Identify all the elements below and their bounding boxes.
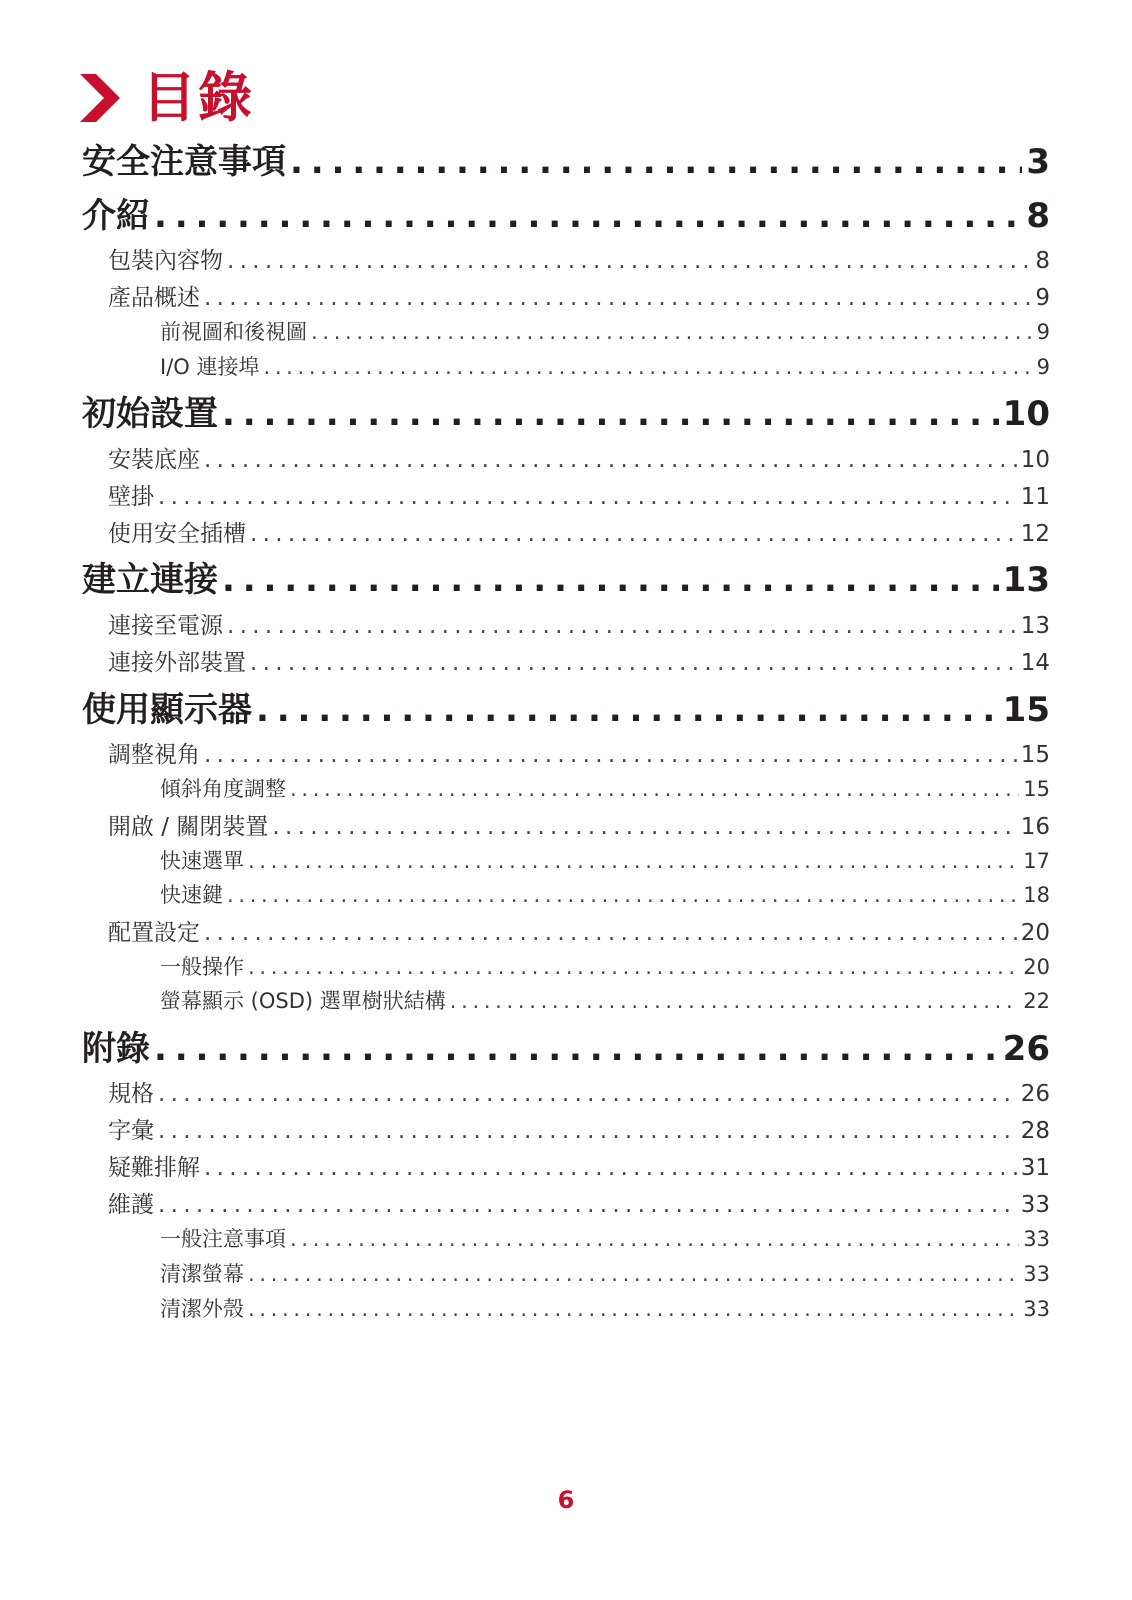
toc-entry-level2[interactable] <box>108 1149 1050 1181</box>
dot-leader <box>227 613 1017 639</box>
toc-entry-label: 建立連接 <box>82 560 218 600</box>
toc-entry-label: 調整視角 <box>108 742 200 768</box>
toc-entry-label: 配置設定 <box>108 920 200 946</box>
toc-entry-level1[interactable] <box>82 386 1050 432</box>
dot-leader <box>204 447 1017 473</box>
toc-header <box>80 66 254 130</box>
toc-entry-page: 20 <box>1023 955 1050 979</box>
dot-leader <box>204 285 1031 311</box>
toc-entry-label: 維護 <box>108 1192 154 1218</box>
dot-leader <box>158 1081 1017 1107</box>
toc-entry-page: 31 <box>1020 1155 1050 1181</box>
toc-entry-page: 28 <box>1020 1118 1050 1144</box>
toc-entry-label: 使用顯示器 <box>82 690 252 730</box>
toc-entry-label: 使用安全插槽 <box>108 521 246 547</box>
dot-leader <box>227 248 1031 274</box>
toc-entry-label: I/O 連接埠 <box>160 355 260 379</box>
toc-entry-label: 前視圖和後視圖 <box>160 320 307 344</box>
dot-leader <box>204 742 1017 768</box>
toc-entry-page: 18 <box>1023 883 1050 907</box>
toc-entry-page: 15 <box>1023 777 1050 801</box>
toc-entry-level2[interactable] <box>108 607 1050 639</box>
toc-entry-page: 20 <box>1020 920 1050 946</box>
toc-entry-level3[interactable] <box>160 1223 1050 1253</box>
toc-entry-label: 字彙 <box>108 1118 154 1144</box>
toc-entry-page: 16 <box>1020 814 1050 840</box>
toc-entry-level2[interactable] <box>108 1112 1050 1144</box>
dot-leader <box>256 690 999 730</box>
dot-leader <box>204 1155 1017 1181</box>
toc-entry-label: 包裝內容物 <box>108 248 223 274</box>
page-title: 目錄 <box>142 66 254 129</box>
toc-entry-page: 17 <box>1023 849 1050 873</box>
toc-entry-label: 一般注意事項 <box>160 1227 286 1251</box>
dot-leader <box>250 521 1017 547</box>
toc-entry-page: 33 <box>1023 1297 1050 1321</box>
toc-entry-label: 疑難排解 <box>108 1155 200 1181</box>
toc-entry-page: 3 <box>1026 142 1050 182</box>
toc-entry-label: 清潔螢幕 <box>160 1262 244 1286</box>
toc-entry-label: 連接至電源 <box>108 613 223 639</box>
toc-entry-level2[interactable] <box>108 478 1050 510</box>
dot-leader <box>290 1227 1019 1251</box>
toc-entry-page: 10 <box>1002 394 1050 434</box>
dot-leader <box>227 883 1019 907</box>
toc-entry-level3[interactable] <box>160 1258 1050 1288</box>
toc-entry-level2[interactable] <box>108 644 1050 676</box>
toc-entry-level3[interactable] <box>160 951 1050 981</box>
dot-leader <box>222 560 999 600</box>
toc-entry-page: 11 <box>1020 484 1050 510</box>
toc-entry-level3[interactable] <box>160 351 1050 381</box>
toc-entry-level2[interactable] <box>108 1075 1050 1107</box>
toc-entry-level1[interactable] <box>82 682 1050 728</box>
toc-entry-level2[interactable] <box>108 441 1050 473</box>
dot-leader <box>158 484 1017 510</box>
toc-entry-page: 33 <box>1023 1262 1050 1286</box>
toc-entry-label: 壁掛 <box>108 484 154 510</box>
toc-entry-page: 22 <box>1023 989 1050 1013</box>
toc-entry-label: 一般操作 <box>160 955 244 979</box>
toc-entry-page: 26 <box>1020 1081 1050 1107</box>
toc-entry-label: 初始設置 <box>82 394 218 434</box>
toc-entry-page: 12 <box>1020 521 1050 547</box>
toc-entry-label: 產品概述 <box>108 285 200 311</box>
page-number: 6 <box>557 1486 575 1514</box>
dot-leader <box>263 355 1032 379</box>
dot-leader <box>222 394 999 434</box>
toc-entry-label: 快速選單 <box>160 849 244 873</box>
toc-entry-level3[interactable] <box>160 773 1050 803</box>
toc-entry-page: 8 <box>1026 196 1050 236</box>
dot-leader <box>311 320 1033 344</box>
toc-entry-level3[interactable] <box>160 845 1050 875</box>
dot-leader <box>248 1262 1019 1286</box>
toc-entry-page: 8 <box>1035 248 1050 274</box>
toc-entry-page: 15 <box>1020 742 1050 768</box>
toc-entry-label: 介紹 <box>82 196 150 236</box>
dot-leader <box>250 650 1017 676</box>
dot-leader <box>248 955 1019 979</box>
dot-leader <box>158 1118 1017 1144</box>
toc-entry-label: 安全注意事項 <box>82 142 286 182</box>
toc-entry-level3[interactable] <box>160 1293 1050 1323</box>
toc-entry-level2[interactable] <box>108 914 1050 946</box>
dot-leader <box>248 849 1019 873</box>
dot-leader <box>272 814 1016 840</box>
toc-entry-page: 9 <box>1036 320 1050 344</box>
chevron-right-icon <box>80 74 120 122</box>
toc-entry-level3[interactable] <box>160 985 1050 1015</box>
toc-entry-level1[interactable] <box>82 552 1050 598</box>
toc-entry-level1[interactable] <box>82 1021 1050 1067</box>
dot-leader <box>154 1029 999 1069</box>
dot-leader <box>158 1192 1017 1218</box>
toc-entry-level2[interactable] <box>108 279 1050 311</box>
toc-entry-level2[interactable] <box>108 242 1050 274</box>
toc-entry-label: 附錄 <box>82 1029 150 1069</box>
toc-entry-label: 快速鍵 <box>160 883 223 907</box>
toc-entry-level3[interactable] <box>160 879 1050 909</box>
toc-entry-level2[interactable] <box>108 736 1050 768</box>
dot-leader <box>290 142 1022 182</box>
dot-leader <box>248 1297 1019 1321</box>
toc-entry-level1[interactable] <box>82 134 1050 180</box>
toc-entry-page: 13 <box>1020 613 1050 639</box>
toc-entry-label: 開啟 / 關閉裝置 <box>108 814 269 840</box>
toc-entry-level2[interactable] <box>108 808 1050 840</box>
toc-entry-page: 33 <box>1023 1227 1050 1251</box>
toc-entry-level2[interactable] <box>108 1186 1050 1218</box>
toc-entry-page: 10 <box>1020 447 1050 473</box>
toc-entry-page: 9 <box>1035 285 1050 311</box>
dot-leader <box>450 989 1020 1013</box>
dot-leader <box>290 777 1019 801</box>
toc-entry-level3[interactable] <box>160 316 1050 346</box>
toc-entry-label: 安裝底座 <box>108 447 200 473</box>
toc-entry-label: 傾斜角度調整 <box>160 777 286 801</box>
toc-entry-label: 清潔外殼 <box>160 1297 244 1321</box>
toc-entry-level2[interactable] <box>108 515 1050 547</box>
toc-entry-page: 26 <box>1002 1029 1050 1069</box>
toc-entry-page: 13 <box>1002 560 1050 600</box>
dot-leader <box>154 196 1022 236</box>
toc-entry-page: 9 <box>1036 355 1050 379</box>
toc-entry-page: 14 <box>1020 650 1050 676</box>
toc-entry-label: 連接外部裝置 <box>108 650 246 676</box>
toc-entry-page: 15 <box>1002 690 1050 730</box>
toc-entry-label: 螢幕顯示 (OSD) 選單樹狀結構 <box>160 989 446 1013</box>
toc-entry-label: 規格 <box>108 1081 154 1107</box>
toc-entry-page: 33 <box>1020 1192 1050 1218</box>
toc-entry-level1[interactable] <box>82 188 1050 234</box>
dot-leader <box>204 920 1017 946</box>
